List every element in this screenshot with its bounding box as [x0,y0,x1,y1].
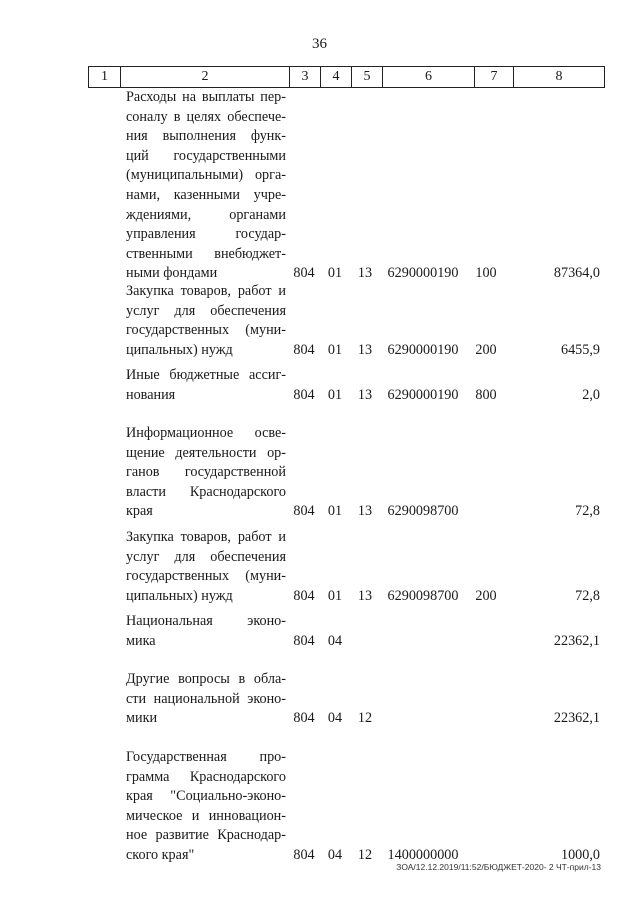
row-description-line: щение деятельности ор- [126,444,286,461]
row-description-line: ния выполнения функ- [126,128,286,145]
row-description-line: Информационное осве- [126,425,286,441]
row-description-line: управления государ- [126,226,286,243]
row-description [126,88,286,284]
column-header-1: 1 [89,67,121,88]
section-code: 04 [327,632,343,649]
section-code: 01 [327,265,343,282]
row-description-line: власти Краснодарского [126,483,286,500]
section-code: 01 [327,503,343,520]
section-code: 04 [327,710,343,727]
row-description-line: Закупка товаров, работ и [126,529,286,545]
row-description-line: (муниципальными) орга- [126,167,286,184]
row-description-line: Закупка товаров, работ и [126,283,286,299]
row-description-line: края [126,503,153,520]
amount-value: 72,8 [575,503,600,520]
row-description-line: Расходы на выплаты пер- [126,89,286,105]
page-number: 36 [312,36,327,52]
row-description-line: мики [126,710,158,727]
subsection-code: 12 [357,710,373,727]
column-header-table [88,66,605,88]
amount-value: 22362,1 [553,632,600,649]
document-footer-code: ЗОА/12.12.2019/11:52/БЮДЖЕТ-2020- 2 ЧТ-прил-13 [396,862,601,872]
section-code: 01 [327,386,343,403]
target-article-code: 6290000190 [387,341,459,358]
ministry-code: 804 [293,265,315,282]
row-description-line: края "Социально-эконо- [126,788,286,805]
row-description-line: ственными внебюджет- [126,245,286,262]
section-code: 01 [327,341,343,358]
row-description-line: Национальная эконо- [126,613,286,629]
row-description-line: ципальных) нужд [126,341,233,358]
column-header-5: 5 [352,67,383,88]
row-description-line: государственных (муни- [126,322,286,339]
row-description [126,424,286,522]
row-description [126,612,286,651]
row-description-line: сти национальной эконо- [126,690,286,707]
row-description-line: грамма Краснодарского [126,768,286,785]
expense-type-code: 200 [475,587,497,604]
row-description [126,282,286,360]
subsection-code: 12 [357,847,373,863]
row-description-line: ными фондами [126,265,218,282]
column-header-2: 2 [121,67,290,88]
row-description-line: Иные бюджетные ассиг- [126,367,286,383]
row-description [126,670,286,729]
row-description-line: Другие вопросы в обла- [126,671,286,687]
row-description-line: ганов государственной [126,464,286,481]
row-description-line: услуг для обеспечения [126,548,286,565]
row-description [126,366,286,405]
subsection-code: 13 [357,341,373,358]
column-header-8: 8 [514,67,605,88]
subsection-code: 13 [357,265,373,282]
target-article-code: 6290000190 [387,386,459,403]
column-header-7: 7 [475,67,514,88]
row-description-line: ций государственными [126,147,286,164]
ministry-code: 804 [293,710,315,727]
expense-type-code: 100 [475,265,497,282]
section-code: 04 [327,847,343,863]
subsection-code: 13 [357,503,373,520]
row-description-line: ное развитие Краснодар- [126,827,286,844]
row-description-line: услуг для обеспечения [126,302,286,319]
subsection-code: 13 [357,587,373,604]
row-description [126,528,286,606]
row-description-line: нами, казенными учре- [126,186,286,203]
row-description-line: мическое и инновацион- [126,807,286,824]
amount-value: 72,8 [575,587,600,604]
row-description-line: государственных (муни- [126,568,286,585]
amount-value: 2,0 [582,386,600,403]
row-description-line: ждениями, органами [126,206,286,223]
ministry-code: 804 [293,341,315,358]
ministry-code: 804 [293,503,315,520]
target-article-code: 1400000000 [387,847,459,863]
section-code: 01 [327,587,343,604]
row-description [126,748,286,866]
target-article-code: 6290000190 [387,265,459,282]
target-article-code: 6290098700 [387,587,459,604]
subsection-code: 13 [357,386,373,403]
row-description-line: соналу в целях обеспече- [126,108,286,125]
ministry-code: 804 [293,587,315,604]
amount-value: 1000,0 [560,847,600,863]
target-article-code: 6290098700 [387,503,459,520]
column-header-row [89,67,605,88]
amount-value: 6455,9 [560,341,600,358]
row-description-line: мика [126,632,156,649]
row-description-line: нования [126,386,176,403]
column-header-6: 6 [383,67,475,88]
ministry-code: 804 [293,847,315,863]
ministry-code: 804 [293,386,315,403]
expense-type-code: 200 [475,341,497,358]
row-description-line: ципальных) нужд [126,587,233,604]
column-header-3: 3 [290,67,321,88]
amount-value: 22362,1 [553,710,600,727]
expense-type-code: 800 [475,386,497,403]
row-description-line: Государственная про- [126,749,286,765]
amount-value: 87364,0 [553,265,600,282]
column-header-4: 4 [321,67,352,88]
row-description-line: ского края" [126,846,195,863]
ministry-code: 804 [293,632,315,649]
